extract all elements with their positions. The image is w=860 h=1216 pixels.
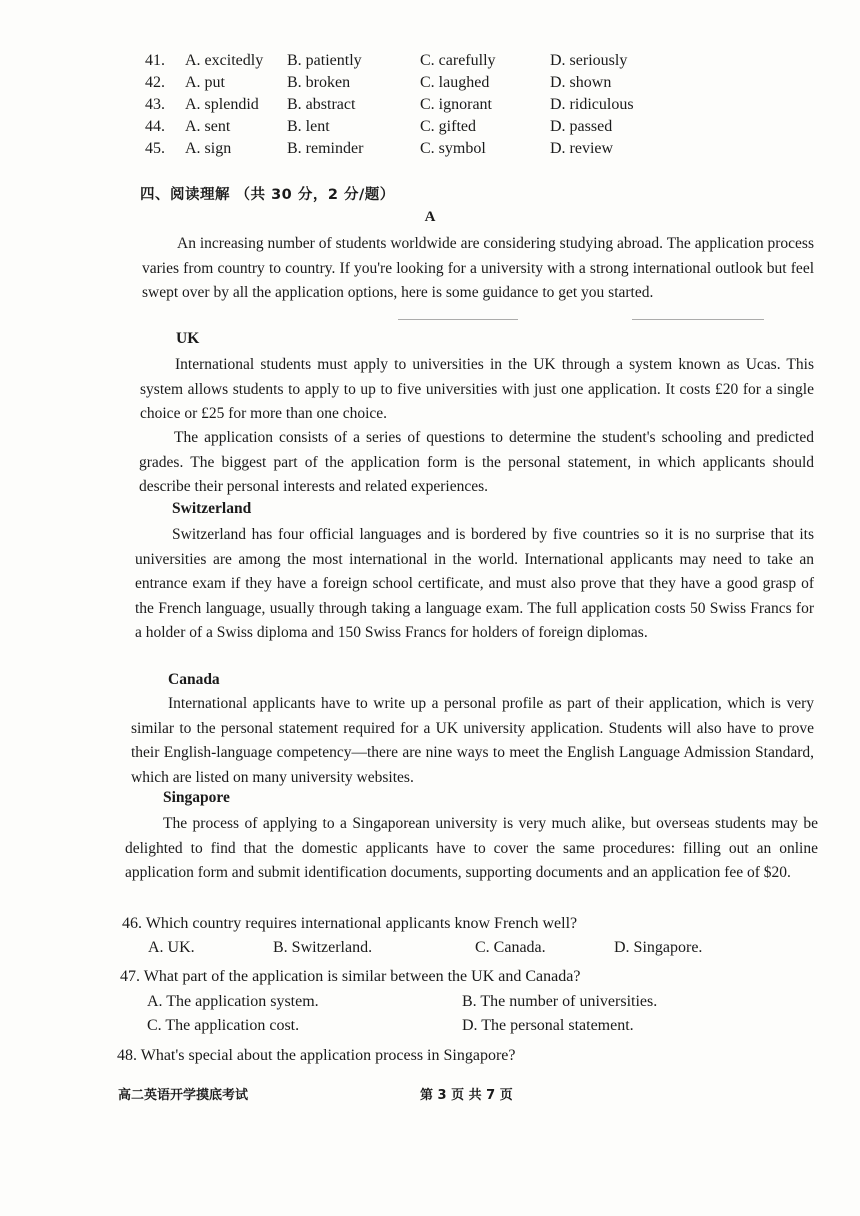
option-a: A. excitedly	[185, 52, 264, 69]
scan-artifact-line	[632, 319, 764, 320]
option-c: C. ignorant	[420, 96, 492, 113]
answer-option: B. Switzerland.	[273, 939, 373, 956]
answer-option: B. The number of universities.	[462, 993, 658, 1010]
footer-page-number: 第 3 页 共 7 页	[420, 1088, 513, 1103]
option-c: C. carefully	[420, 52, 496, 69]
scan-artifact-line	[398, 319, 518, 320]
question-stem: 46. Which country requires international applicants know French well?	[122, 915, 578, 932]
answer-option: A. The application system.	[147, 993, 319, 1010]
option-a: A. put	[185, 74, 225, 91]
answer-option: C. Canada.	[475, 939, 546, 956]
answer-option: D. Singapore.	[614, 939, 703, 956]
passage-label: A	[424, 209, 436, 225]
answer-option: D. The personal statement.	[462, 1017, 634, 1034]
question-number: 42.	[145, 74, 165, 91]
uk-heading: UK	[176, 330, 200, 347]
option-d: D. passed	[550, 118, 613, 135]
canada-paragraph: International applicants have to write up a personal profile as part of their application, which is very similar to the personal statement required for a UK university application. Students will also have to prove their English-language competency—there are nine ways to meet the English Language Admission Standard, which are listed on many university websites.	[131, 695, 814, 786]
question-number: 43.	[145, 96, 165, 113]
uk-paragraph-2: The application consists of a series of questions to determine the student's schooling and predicted grades. The biggest part of the application form is the personal statement, in which applicants should describe their personal interests and related experiences.	[139, 429, 814, 495]
switzerland-paragraph: Switzerland has four official languages and is bordered by five countries so it is no surprise that its universities are among the most international in the world. International applicants may need to take an entrance exam if they have a foreign school certificate, and must also prove that they have a good grasp of the French language, usually through taking a language exam. The full application costs 50 Swiss Francs for a holder of a Swiss diploma and 150 Swiss Francs for holders of foreign diplomas.	[135, 526, 814, 641]
option-b: B. abstract	[287, 96, 356, 113]
question-stem: 47. What part of the application is similar between the UK and Canada?	[120, 968, 581, 985]
footer-exam-title: 高二英语开学摸底考试	[118, 1088, 249, 1103]
singapore-paragraph: The process of applying to a Singaporean university is very much alike, but overseas students may be delighted to find that the domestic applicants have to cover the same procedures: filling out an online application form and submit identification documents, supporting documents and an application fee of $20.	[125, 815, 818, 881]
option-a: A. splendid	[185, 96, 259, 113]
option-b: B. broken	[287, 74, 351, 91]
section-title: 四、阅读理解 （共 30 分，2 分/题）	[140, 187, 395, 203]
question-number: 45.	[145, 140, 165, 157]
option-c: C. laughed	[420, 74, 490, 91]
option-d: D. review	[550, 140, 614, 157]
answer-option: A. UK.	[148, 939, 195, 956]
option-c: C. symbol	[420, 140, 486, 157]
canada-heading: Canada	[168, 671, 220, 688]
option-a: A. sign	[185, 140, 232, 157]
intro-paragraph: An increasing number of students worldwide are considering studying abroad. The application process varies from country to country. If you're looking for a university with a strong international outlook but feel swept over by all the application options, here is some guidance to get you started.	[142, 235, 814, 301]
option-b: B. lent	[287, 118, 330, 135]
option-b: B. reminder	[287, 140, 364, 157]
option-a: A. sent	[185, 118, 231, 135]
option-d: D. ridiculous	[550, 96, 634, 113]
answer-option: C. The application cost.	[147, 1017, 300, 1034]
option-d: D. shown	[550, 74, 612, 91]
option-b: B. patiently	[287, 52, 362, 69]
question-number: 41.	[145, 52, 165, 69]
singapore-heading: Singapore	[163, 789, 230, 806]
option-d: D. seriously	[550, 52, 628, 69]
switzerland-heading: Switzerland	[172, 500, 252, 517]
question-number: 44.	[145, 118, 165, 135]
question-stem: 48. What's special about the application process in Singapore?	[117, 1047, 516, 1064]
uk-paragraph-1: International students must apply to universities in the UK through a system known as Ucas. This system allows students to apply to up to five universities with just one application. It costs £20 for a single choice or £25 for more than one choice.	[140, 356, 814, 422]
option-c: C. gifted	[420, 118, 476, 135]
